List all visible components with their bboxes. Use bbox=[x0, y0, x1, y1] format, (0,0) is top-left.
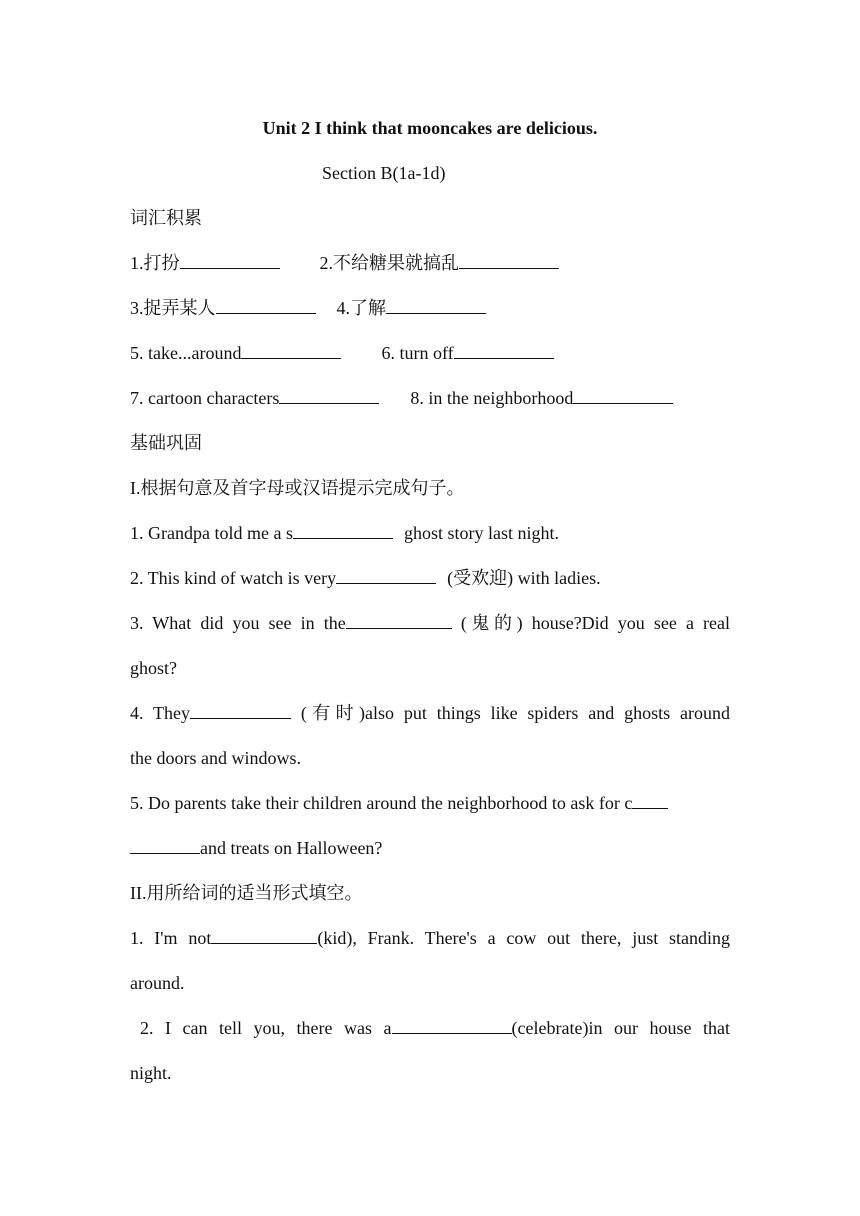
vocab-row-3 bbox=[130, 341, 730, 365]
answer-blank[interactable] bbox=[241, 341, 341, 359]
vocab-row-2 bbox=[130, 296, 730, 320]
part2-question-2-cont: night. bbox=[130, 1063, 172, 1083]
question-text: (celebrate)in our house that bbox=[511, 1018, 730, 1038]
part2-question-1 bbox=[130, 926, 730, 950]
answer-blank[interactable] bbox=[459, 251, 559, 269]
vocab-item-3: 3.捉弄某人 bbox=[130, 298, 216, 318]
answer-blank[interactable] bbox=[632, 791, 668, 809]
answer-blank[interactable] bbox=[386, 296, 486, 314]
vocab-item-6: 6. turn off bbox=[381, 343, 454, 363]
vocab-row-4 bbox=[130, 386, 730, 410]
answer-blank[interactable] bbox=[211, 926, 317, 944]
question-text: (有时)also put things like spiders and ghosts around bbox=[300, 703, 730, 723]
answer-blank[interactable] bbox=[293, 521, 393, 539]
answer-blank[interactable] bbox=[279, 386, 379, 404]
part1-question-3-cont: ghost? bbox=[130, 658, 177, 678]
part2-question-1-cont: around. bbox=[130, 973, 185, 993]
page-title: Unit 2 I think that mooncakes are delicious. bbox=[262, 118, 598, 138]
vocab-heading: 词汇积累 bbox=[130, 208, 202, 228]
question-text: 1. I'm not bbox=[130, 928, 212, 948]
answer-blank[interactable] bbox=[573, 386, 673, 404]
question-text: (鬼的) house?Did you see a real bbox=[460, 613, 731, 633]
answer-blank[interactable] bbox=[216, 296, 316, 314]
question-text: 3. What did you see in the bbox=[130, 613, 346, 633]
question-text: ghost story last night. bbox=[403, 523, 559, 543]
vocab-item-7: 7. cartoon characters bbox=[130, 388, 280, 408]
basic-heading: 基础巩固 bbox=[130, 433, 202, 453]
part1-heading: I.根据句意及首字母或汉语提示完成句子。 bbox=[130, 478, 465, 498]
vocab-item-5: 5. take...around bbox=[130, 343, 242, 363]
vocab-item-2: 2.不给糖果就搞乱 bbox=[319, 253, 459, 273]
answer-blank[interactable] bbox=[454, 341, 554, 359]
section-subtitle: Section B(1a-1d) bbox=[322, 163, 446, 183]
part2-question-2 bbox=[130, 1016, 730, 1040]
question-text: and treats on Halloween? bbox=[200, 838, 383, 858]
question-text: (kid), Frank. There's a cow out there, just standing bbox=[317, 928, 730, 948]
question-text: 5. Do parents take their children around the neighborhood to ask for c bbox=[130, 793, 633, 813]
vocab-item-1: 1.打扮 bbox=[130, 253, 180, 273]
part1-question-5 bbox=[130, 791, 730, 815]
answer-blank[interactable] bbox=[190, 701, 291, 719]
part1-question-4-cont: the doors and windows. bbox=[130, 748, 301, 768]
part1-question-1 bbox=[130, 521, 730, 545]
part1-question-2 bbox=[130, 566, 730, 590]
answer-blank[interactable] bbox=[346, 611, 452, 629]
part2-heading: II.用所给词的适当形式填空。 bbox=[130, 883, 363, 903]
part1-question-5-cont bbox=[130, 836, 730, 860]
question-text: 2. This kind of watch is very bbox=[130, 568, 337, 588]
answer-blank[interactable] bbox=[130, 836, 200, 854]
vocab-item-4: 4.了解 bbox=[336, 298, 386, 318]
answer-blank[interactable] bbox=[392, 1016, 512, 1034]
vocab-item-8: 8. in the neighborhood bbox=[410, 388, 574, 408]
part1-question-3 bbox=[130, 611, 730, 635]
question-text: 4. They bbox=[130, 703, 191, 723]
part1-question-4 bbox=[130, 701, 730, 725]
question-text: 2. I can tell you, there was a bbox=[140, 1018, 392, 1038]
vocab-row-1 bbox=[130, 251, 730, 275]
answer-blank[interactable] bbox=[336, 566, 436, 584]
answer-blank[interactable] bbox=[180, 251, 280, 269]
question-text: 1. Grandpa told me a s bbox=[130, 523, 293, 543]
question-text: (受欢迎) with ladies. bbox=[447, 568, 601, 588]
